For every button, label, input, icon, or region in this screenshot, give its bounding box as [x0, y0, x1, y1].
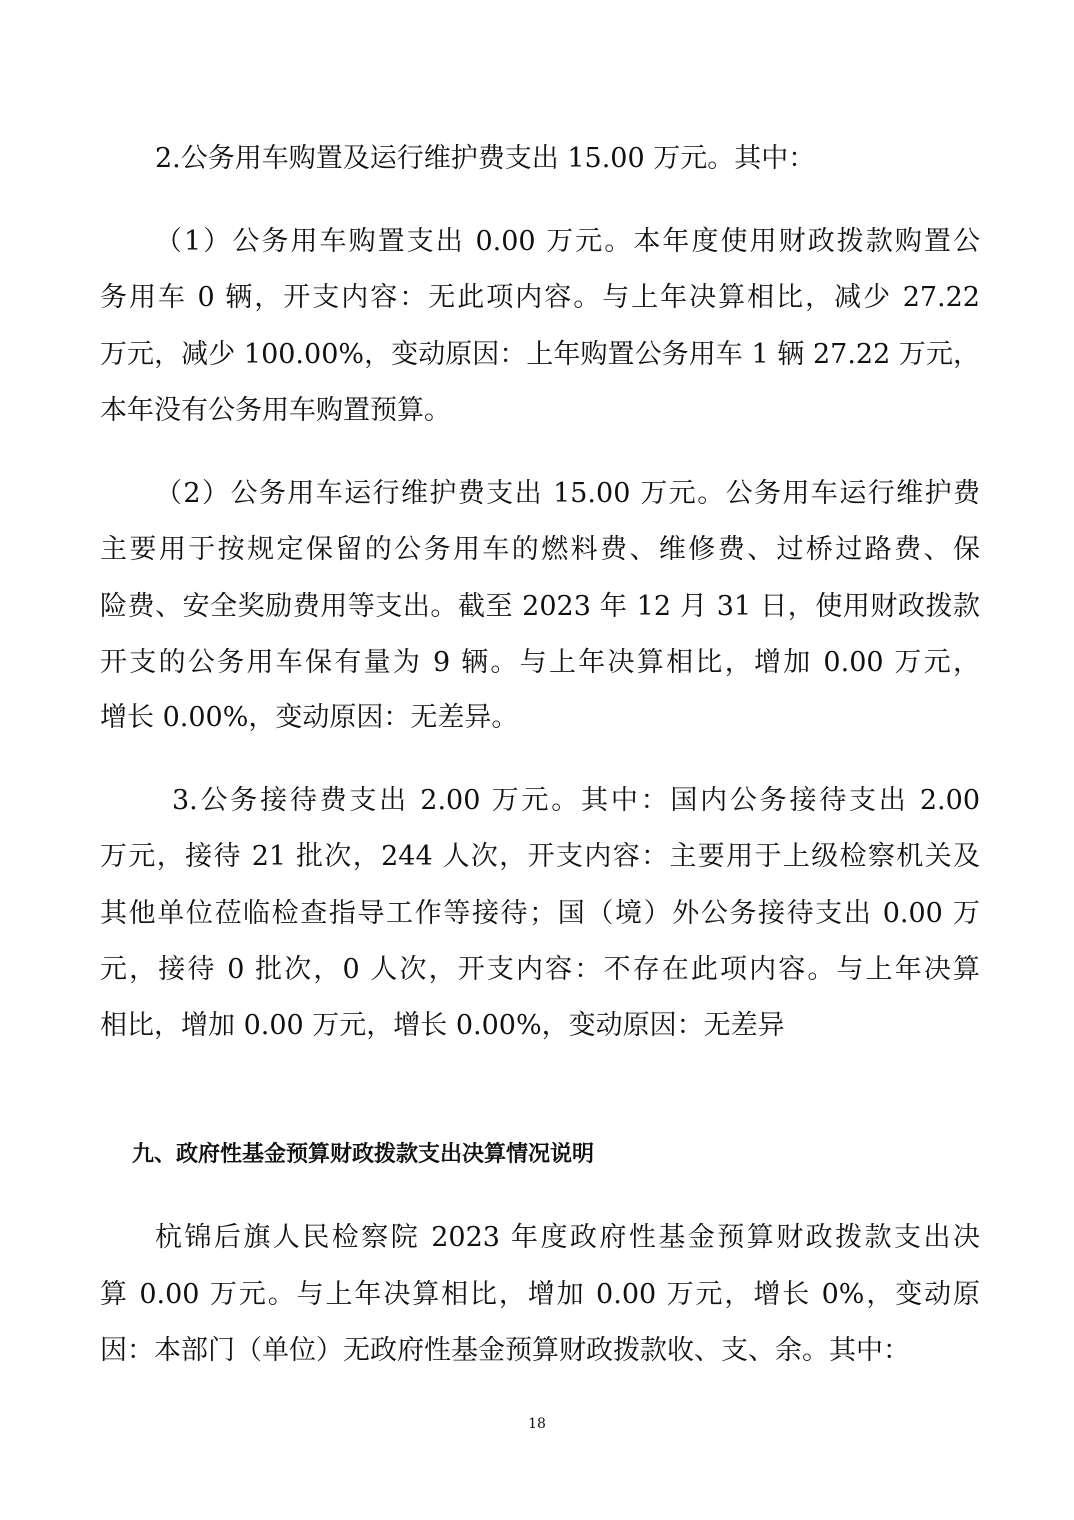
- item3-line1: 3.公务接待费支出 2.00 万元。其中：国内公务接待支出 2.00: [172, 785, 980, 816]
- item3-line3: 其他单位莅临检查指导工作等接待；国（境）外公务接待支出 0.00 万: [100, 898, 980, 929]
- item2-2-line3: 险费、安全奖励费用等支出。截至 2023 年 12 月 31 日，使用财政拨款: [100, 591, 980, 622]
- page-number: 18: [528, 1416, 546, 1432]
- item2-1-line3: 万元，减少 100.00%，变动原因：上年购置公务用车 1 辆 27.22 万元，: [100, 339, 980, 370]
- item3-line5: 相比，增加 0.00 万元，增长 0.00%，变动原因：无差异: [100, 1010, 785, 1041]
- section-9-para-line2: 算 0.00 万元。与上年决算相比，增加 0.00 万元，增长 0%，变动原: [100, 1279, 980, 1310]
- item2-line1: 2.公务用车购置及运行维护费支出 15.00 万元。其中：: [155, 143, 816, 174]
- item2-2-line5: 增长 0.00%，变动原因：无差异。: [100, 702, 519, 733]
- section-9-para-line3: 因：本部门（单位）无政府性基金预算财政拨款收、支、余。其中：: [100, 1335, 910, 1366]
- item2-1-line1: （1）公务用车购置支出 0.00 万元。本年度使用财政拨款购置公: [155, 226, 980, 257]
- section-9-heading: 九、政府性基金预算财政拨款支出决算情况说明: [132, 1142, 595, 1167]
- item2-1-line4: 本年没有公务用车购置预算。: [100, 395, 451, 426]
- item3-line4: 元，接待 0 批次，0 人次，开支内容：不存在此项内容。与上年决算: [100, 954, 980, 985]
- section-9-para-line1: 杭锦后旗人民检察院 2023 年度政府性基金预算财政拨款支出决: [155, 1222, 980, 1253]
- item2-2-line1: （2）公务用车运行维护费支出 15.00 万元。公务用车运行维护费: [155, 478, 980, 509]
- item2-2-line4: 开支的公务用车保有量为 9 辆。与上年决算相比，增加 0.00 万元，: [100, 647, 980, 678]
- item3-line2: 万元，接待 21 批次，244 人次，开支内容：主要用于上级检察机关及: [100, 841, 980, 872]
- item2-1-line2: 务用车 0 辆，开支内容：无此项内容。与上年决算相比，减少 27.22: [100, 282, 980, 313]
- item2-2-line2: 主要用于按规定保留的公务用车的燃料费、维修费、过桥过路费、保: [100, 534, 980, 565]
